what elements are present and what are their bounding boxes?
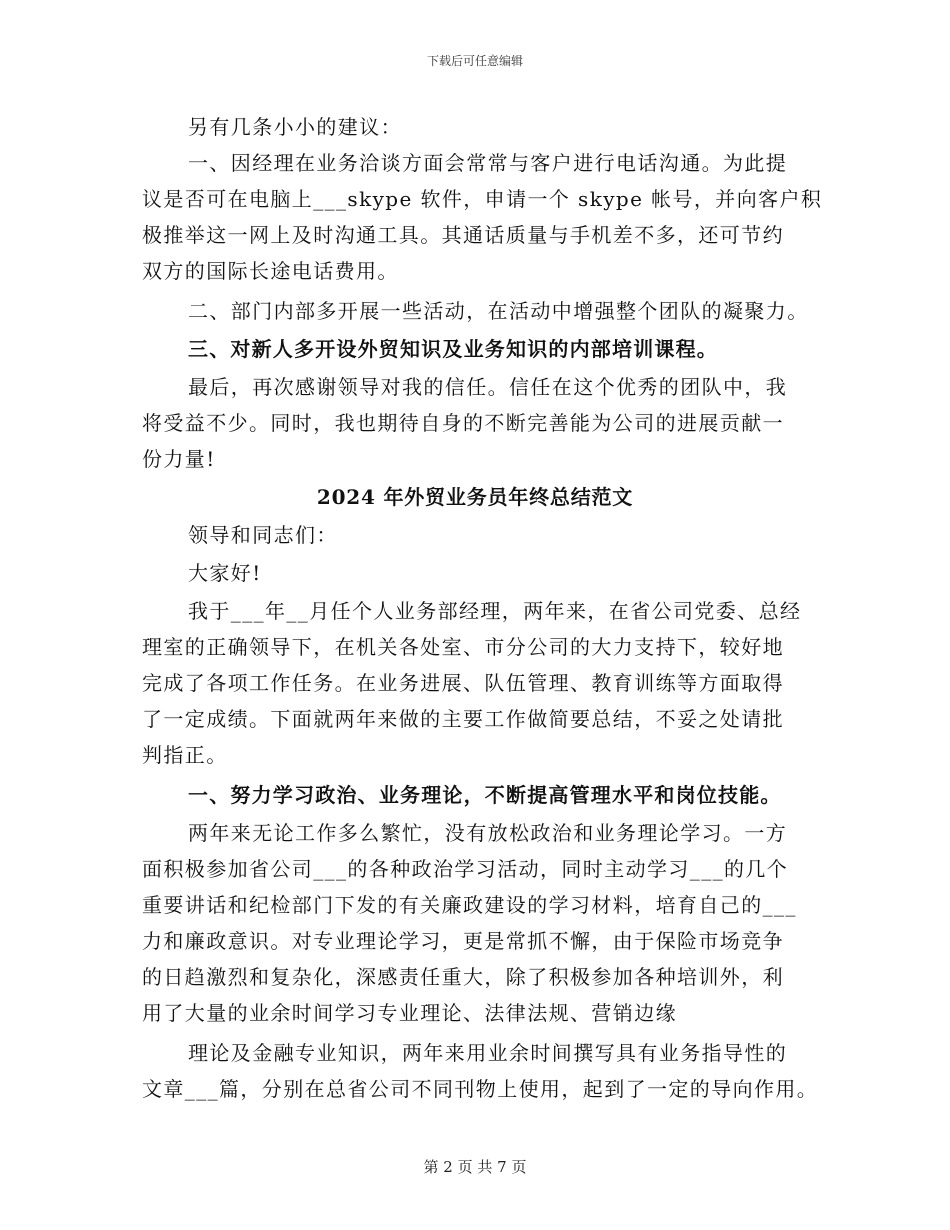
- article-title: 2024 年外贸业务员年终总结范文: [316, 485, 634, 509]
- paragraph-line: 理室的正确领导下，在机关各处室、市分公司的大力支持下，较好地: [142, 635, 784, 659]
- paragraph-line: 议是否可在电脑上___skype 软件，申请一个 skype 帐号，并向客户积: [142, 187, 823, 211]
- paragraph-line: 文章___篇，分别在总省公司不同刊物上使用，起到了一定的导向作用。: [142, 1077, 819, 1101]
- paragraph-line: 理论及金融专业知识，两年来用业余时间撰写具有业务指导性的: [188, 1041, 788, 1065]
- paragraph-line: 份力量!: [142, 447, 216, 471]
- paragraph-line: 极推举这一网上及时沟通工具。其通话质量与手机差不多，还可节约: [142, 223, 784, 247]
- paragraph-line: 的日趋激烈和复杂化，深感责任重大，除了积极参加各种培训外，利: [142, 965, 784, 989]
- paragraph-line: 用了大量的业余时间学习专业理论、法律法规、营销边缘: [142, 1001, 677, 1025]
- paragraph-line: 最后，再次感谢领导对我的信任。信任在这个优秀的团队中，我: [188, 375, 788, 399]
- paragraph-line: 重要讲话和纪检部门下发的有关廉政建设的学习材料，培育自己的___: [142, 893, 797, 917]
- bold-heading-line: 三、对新人多开设外贸知识及业务知识的内部培训课程。: [188, 337, 718, 361]
- paragraph-line: 了一定成绩。下面就两年来做的主要工作做简要总结，不妥之处请批: [142, 707, 784, 731]
- paragraph-line: 另有几条小小的建议：: [188, 115, 402, 139]
- page-number: 第 2 页 共 7 页: [423, 1158, 527, 1176]
- paragraph-line: 将受益不少。同时，我也期待自身的不断完善能为公司的进展贡献一: [142, 411, 784, 435]
- paragraph-line: 两年来无论工作多么繁忙，没有放松政治和业务理论学习。一方: [188, 821, 788, 845]
- paragraph-line: 力和廉政意识。对专业理论学习，更是常抓不懈，由于保险市场竞争: [142, 929, 784, 953]
- paragraph-line: 我于___年__月任个人业务部经理，两年来，在省公司党委、总经: [188, 599, 802, 623]
- header-note: 下载后可任意编辑: [426, 54, 523, 68]
- greeting-line: 大家好!: [188, 561, 262, 585]
- paragraph-line: 二、部门内部多开展一些活动，在活动中增强整个团队的凝聚力。: [188, 299, 809, 323]
- paragraph-line: 面积极参加省公司___的各种政治学习活动，同时主动学习___的几个: [142, 857, 789, 881]
- bold-heading-line: 一、努力学习政治、业务理论，不断提高管理水平和岗位技能。: [188, 783, 782, 807]
- paragraph-line: 一、因经理在业务洽谈方面会常常与客户进行电话沟通。为此提: [188, 151, 788, 175]
- paragraph-line: 判指正。: [142, 743, 228, 767]
- salutation-line: 领导和同志们：: [188, 523, 338, 547]
- paragraph-line: 双方的国际长途电话费用。: [142, 259, 399, 283]
- paragraph-line: 完成了各项工作任务。在业务进展、队伍管理、教育训练等方面取得: [142, 671, 784, 695]
